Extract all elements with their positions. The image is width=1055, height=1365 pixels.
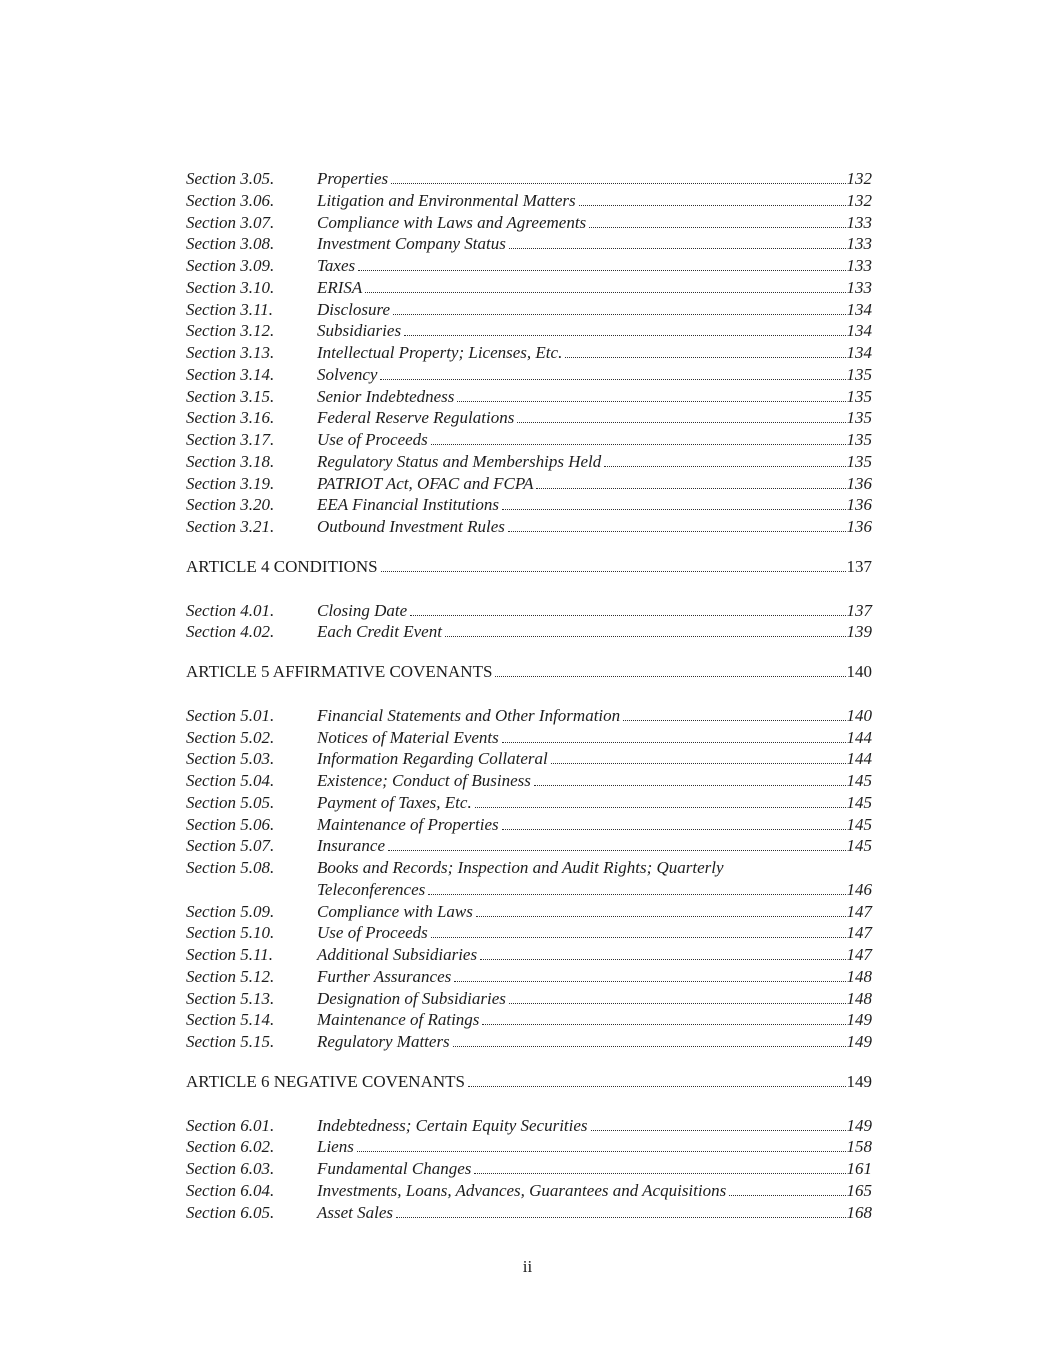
section-label: Section 5.09. [186,901,275,921]
page-number: 132 [846,169,872,188]
page-number: 136 [846,495,872,515]
page-number: 158 [846,1137,872,1157]
toc-section-row [186,494,872,516]
toc-section-row [186,1158,872,1180]
section-label: Section 3.14. [186,364,275,384]
section-title: Federal Reserve Regulations [317,408,515,428]
section-title: Compliance with Laws [317,901,473,921]
page-number: 136 [846,473,872,493]
page-number: 144 [846,727,872,747]
dot-leader [475,792,846,808]
dot-leader [431,922,846,938]
section-title: Designation of Subsidiaries [317,988,506,1008]
dot-leader [358,255,845,271]
toc-section-row [186,944,872,966]
page-number: 136 [846,517,872,536]
section-label: Section 5.04. [186,771,275,790]
page-number: 168 [846,1202,872,1222]
page-number: 147 [846,901,872,921]
toc-article-row [186,1071,872,1093]
section-title: Use of Proceeds [317,923,428,943]
section-title: Payment of Taxes, Etc. [317,792,472,812]
page-number: 161 [846,1159,872,1178]
section-label: Section 5.02. [186,727,275,747]
section-title: Insurance [317,836,385,856]
toc-section-row [186,1115,872,1137]
section-label: Section 3.17. [186,430,275,449]
section-label: Section 4.01. [186,600,275,620]
title-line-1 [317,857,872,879]
section-label: Section 6.05. [186,1202,275,1222]
section-label: Section 5.07. [186,836,275,856]
page-number: 133 [846,277,872,297]
page-number: 140 [846,705,872,725]
section-title: Properties [317,169,389,188]
page-number: 135 [846,451,872,471]
section-label: Section 3.11. [186,299,274,319]
section-title: Additional Subsidiaries [317,945,478,964]
page-number: 149 [846,1032,872,1051]
toc-article-row [186,661,872,683]
section-label: Section 6.03. [186,1159,275,1178]
dot-leader [474,1158,845,1174]
section-title: Maintenance of Ratings [317,1010,480,1030]
dot-leader [393,299,845,315]
toc-section-row [186,1136,872,1158]
section-label: Section 5.01. [186,705,275,725]
section-title: Existence; Conduct of Business [317,771,531,790]
page-number: 135 [846,408,872,428]
dot-leader [482,1009,845,1025]
section-label: Section 5.15. [186,1032,275,1051]
section-title: Indebtedness; Certain Equity Securities [317,1115,588,1135]
toc-section-row [186,770,872,792]
section-title: Each Credit Event [317,622,442,642]
page-number: 137 [846,600,872,620]
section-title: EEA Financial Institutions [317,495,499,515]
page-number: 147 [846,923,872,943]
toc-section-row [186,705,872,727]
page-number: 137 [846,556,872,576]
dot-leader [534,770,846,786]
section-label: Section 3.21. [186,517,275,536]
section-title: Compliance with Laws and Agreements [317,212,587,232]
toc-section-row [186,814,872,836]
section-label: Section 5.14. [186,1010,275,1030]
article-title: ARTICLE 6 NEGATIVE COVENANTS [186,1071,465,1091]
section-label: Section 3.18. [186,451,275,471]
section-label: Section 5.06. [186,814,275,834]
section-title: Outbound Investment Rules [317,517,505,536]
toc-section-row [186,988,872,1010]
toc-section-row [186,190,872,212]
title-line-2 [317,879,872,901]
dot-leader [508,516,846,532]
section-title: Disclosure [317,299,391,319]
dot-leader [502,814,846,830]
section-title: Investment Company Status [317,234,506,254]
section-label: Section 3.16. [186,408,275,428]
dot-leader [357,1136,846,1152]
section-title: Regulatory Status and Memberships Held [317,451,602,471]
toc-section-row [186,233,872,255]
dot-leader [404,320,845,336]
section-title: PATRIOT Act, OFAC and FCPA [317,473,534,493]
dot-leader [428,879,845,895]
page-number: 149 [846,1071,872,1091]
toc-section-row [186,792,872,814]
section-title-continued: Teleconferences [317,879,426,899]
toc-section-row [186,473,872,495]
section-title: Asset Sales [317,1202,394,1222]
toc-section-row [186,255,872,277]
dot-leader [604,451,845,467]
section-label: Section 4.02. [186,622,275,642]
page-number: 135 [846,364,872,384]
page-number: 139 [846,622,872,642]
toc-section-row [186,451,872,473]
section-label: Section 6.01. [186,1115,275,1135]
page-number: 134 [846,321,872,341]
section-label: Section 5.12. [186,966,275,986]
page-number: 149 [846,1115,872,1135]
section-label: Section 5.08. [186,858,275,877]
dot-leader [509,233,846,249]
section-title: Subsidiaries [317,321,402,341]
section-title: Liens [317,1137,354,1157]
section-title: Closing Date [317,600,408,620]
toc-section-row [186,1180,872,1202]
toc-section-row [186,600,872,622]
toc-section-row [186,857,872,901]
toc-section-row [186,364,872,386]
page-number: 149 [846,1010,872,1030]
section-label: Section 5.13. [186,988,275,1008]
dot-leader [445,621,846,637]
dot-leader [453,1031,846,1047]
toc-section-row [186,901,872,923]
page-number: 146 [846,879,872,899]
section-label: Section 3.15. [186,386,275,406]
dot-leader [509,988,846,1004]
toc-section-row [186,429,872,451]
page-number: 145 [846,792,872,812]
page-number: 134 [846,343,872,362]
page-number: 145 [846,814,872,834]
section-label: Section 6.04. [186,1180,275,1200]
section-label: Section 3.10. [186,277,275,297]
section-label: Section 3.20. [186,495,275,515]
dot-leader [579,190,846,206]
page-number: 132 [846,190,872,210]
page-number: 145 [846,771,872,790]
dot-leader [502,494,846,510]
dot-leader [457,386,845,402]
section-label: Section 3.05. [186,169,275,188]
toc-section-row [186,277,872,299]
toc-section-row [186,922,872,944]
dot-leader [380,364,845,380]
toc-section-row [186,168,872,190]
toc-section-row [186,320,872,342]
section-title: Maintenance of Properties [317,814,499,834]
toc-section-row [186,386,872,408]
section-title: ERISA [317,277,363,297]
dot-leader [396,1202,845,1218]
section-label: Section 3.06. [186,190,275,210]
dot-leader [502,727,846,743]
toc-section-row [186,1009,872,1031]
dot-leader [476,901,846,917]
section-title-block [317,857,872,901]
dot-leader [623,705,845,721]
table-of-contents [186,168,872,1223]
section-label: Section 3.13. [186,343,275,362]
page-number: 165 [846,1180,872,1200]
section-label: Section 5.10. [186,923,275,943]
dot-leader [729,1180,845,1196]
article-title: ARTICLE 4 CONDITIONS [186,556,378,576]
toc-section-row [186,621,872,643]
dot-leader [591,1115,846,1131]
section-title: Intellectual Property; Licenses, Etc. [317,343,563,362]
dot-leader [517,407,845,423]
page-number: 133 [846,234,872,254]
toc-section-row [186,1202,872,1224]
section-label: Section 3.19. [186,473,275,493]
toc-section-row [186,966,872,988]
toc-article-row [186,556,872,578]
section-title: Financial Statements and Other Information [317,705,621,725]
dot-leader [495,661,845,677]
section-label: Section 3.07. [186,212,275,232]
toc-section-row [186,407,872,429]
section-label: Section 5.05. [186,792,275,812]
section-title: Notices of Material Events [317,727,499,747]
page-number: 147 [846,945,872,964]
dot-leader [410,600,845,616]
dot-leader [388,835,846,851]
page-number: 148 [846,988,872,1008]
section-title: Litigation and Environmental Matters [317,190,576,210]
section-label: Section 3.12. [186,321,275,341]
section-label: Section 5.11. [186,945,274,964]
page-number-footer: ii [522,1257,533,1276]
article-title: ARTICLE 5 AFFIRMATIVE COVENANTS [186,662,493,681]
dot-leader [431,429,846,445]
toc-section-row [186,727,872,749]
section-label: Section 5.03. [186,749,275,769]
section-title: Further Assurances [317,966,452,986]
page-number: 134 [846,299,872,319]
dot-leader [551,748,846,764]
section-title: Regulatory Matters [317,1032,450,1051]
page-number: 140 [846,662,872,681]
dot-leader [536,473,845,489]
section-title: Books and Records; Inspection and Audit Rights; Quarterly [317,858,724,877]
toc-section-row [186,748,872,770]
dot-leader [454,966,845,982]
page-number: 133 [846,212,872,232]
toc-section-row [186,299,872,321]
dot-leader [391,168,845,184]
toc-section-row [186,835,872,857]
dot-leader [468,1071,846,1087]
section-title: Solvency [317,364,378,384]
page-number: 144 [846,749,872,769]
section-label: Section 3.09. [186,256,275,275]
page-number: 135 [846,386,872,406]
dot-leader [365,277,845,293]
section-label: Section 3.08. [186,234,275,254]
dot-leader [589,212,845,228]
section-title: Investments, Loans, Advances, Guarantees and Acquisitions [317,1180,727,1200]
toc-section-row [186,212,872,234]
page-number: 133 [846,256,872,275]
page-number: 148 [846,966,872,986]
section-label: Section 6.02. [186,1137,275,1157]
section-title: Information Regarding Collateral [317,749,548,769]
dot-leader [480,944,845,960]
dot-leader [565,342,845,358]
page-number: 135 [846,430,872,449]
section-title: Fundamental Changes [317,1159,472,1178]
toc-section-row [186,342,872,364]
page-number: 145 [846,836,872,856]
toc-section-row [186,1031,872,1053]
dot-leader [381,556,846,572]
toc-section-row [186,516,872,538]
section-title: Senior Indebtedness [317,386,455,406]
section-title: Taxes [317,256,356,275]
section-title: Use of Proceeds [317,430,428,449]
